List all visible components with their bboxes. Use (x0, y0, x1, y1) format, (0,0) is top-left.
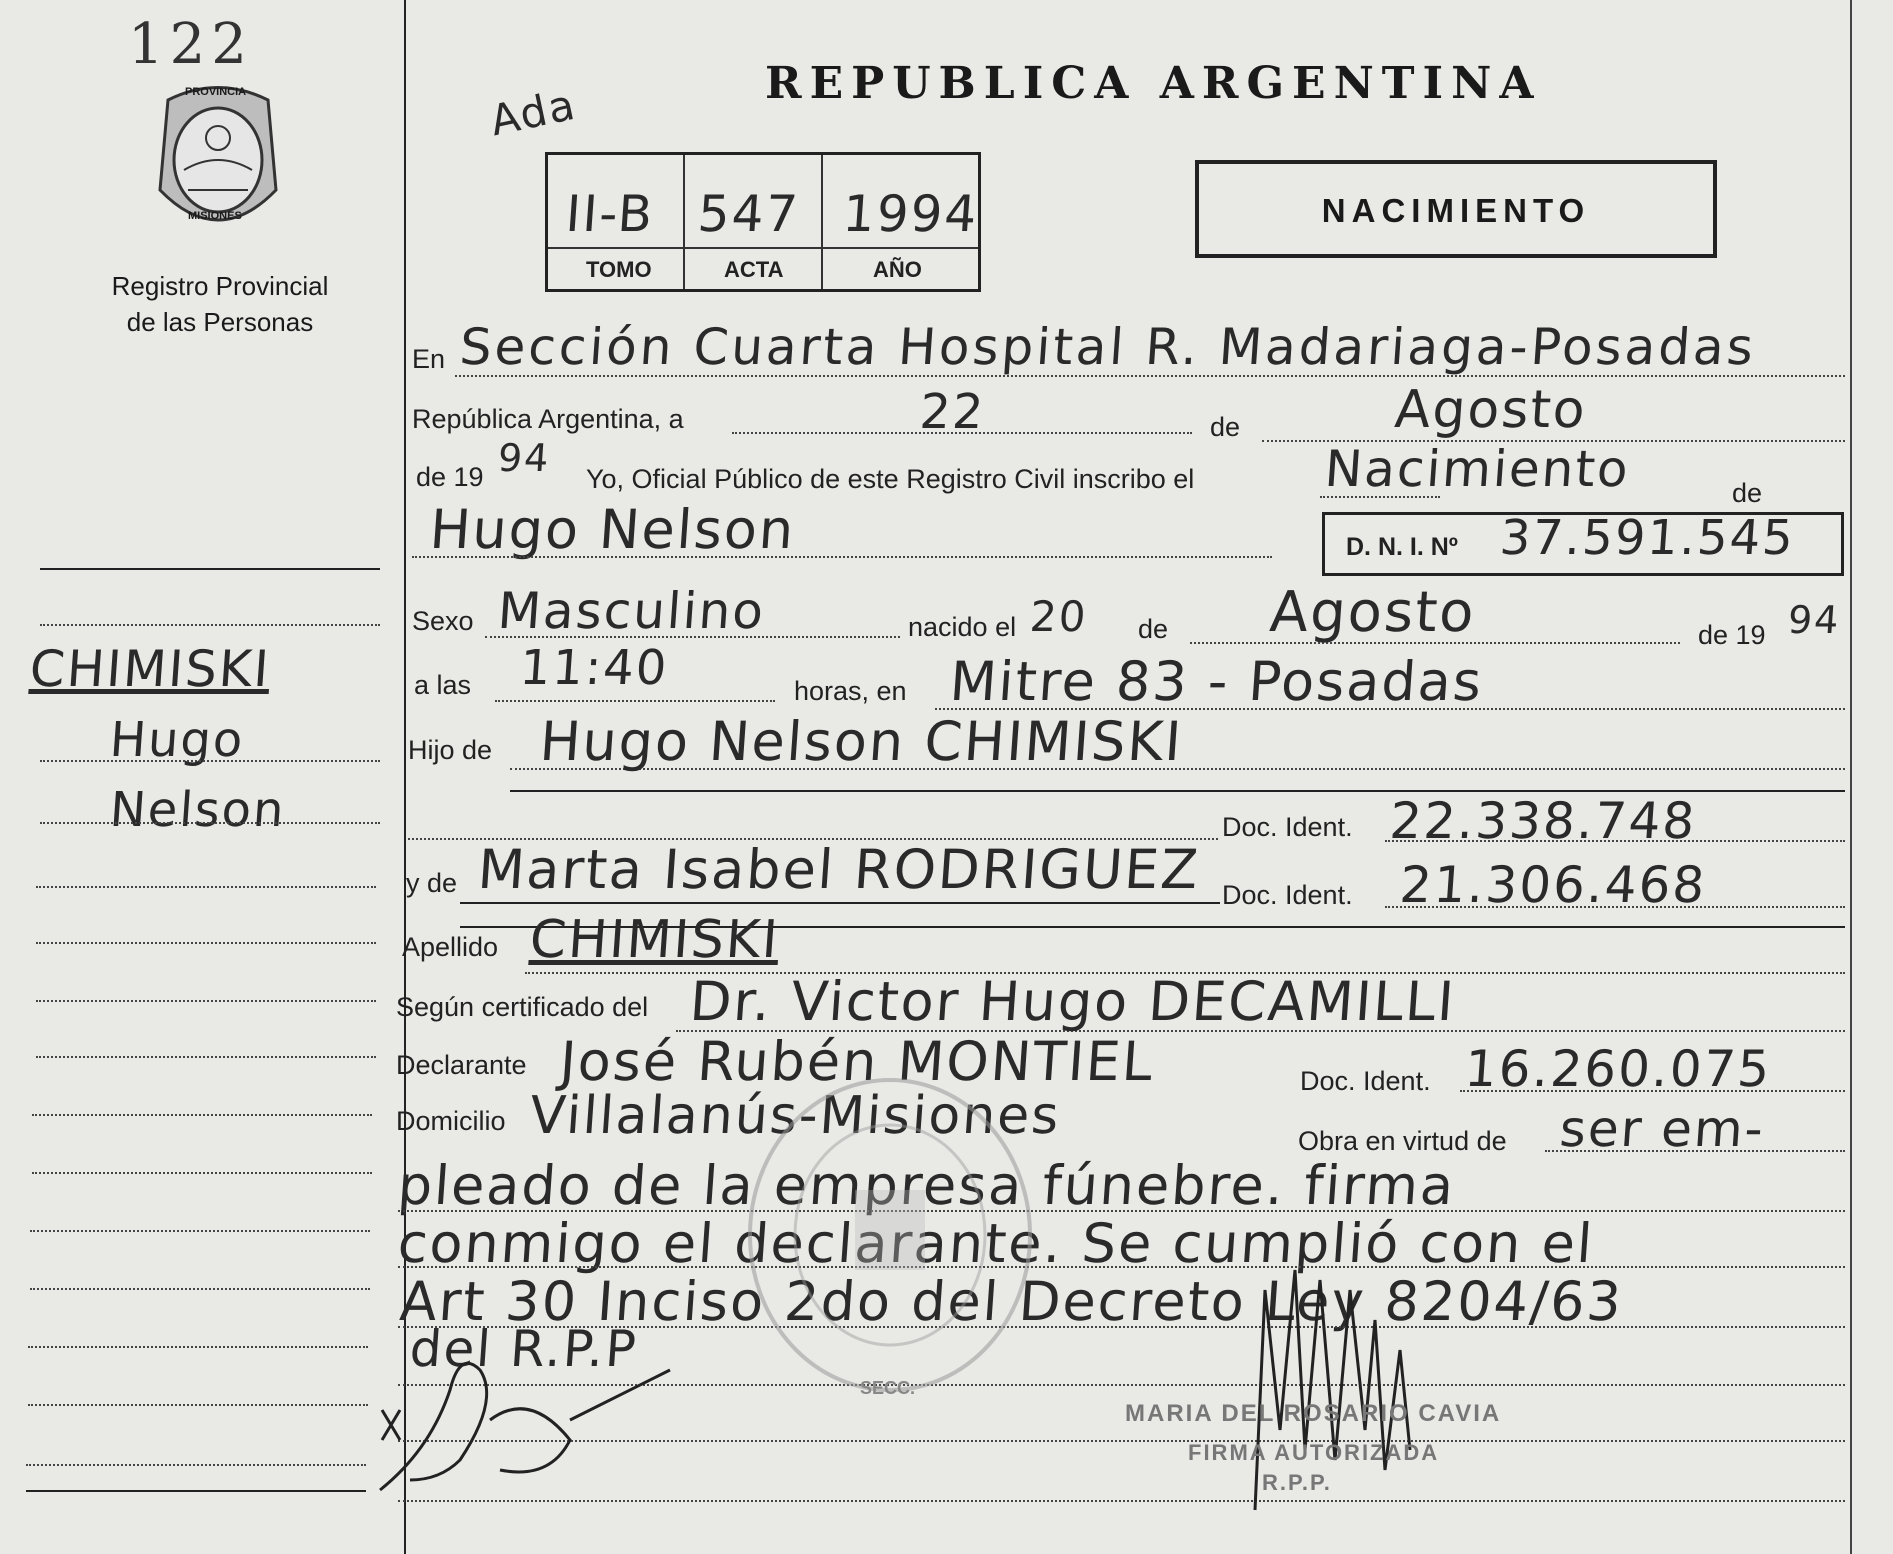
nac-mes-value: Agosto (1267, 580, 1478, 645)
registry-line2: de las Personas (126, 307, 314, 337)
acta-label: ACTA (724, 257, 784, 282)
de19-label-2: de 19 (1698, 620, 1766, 650)
sexo-label: Sexo (412, 606, 474, 636)
yo-label: Yo, Oficial Público de este Registro Civil inscribo el (586, 464, 1195, 494)
margin-dotline (36, 1056, 376, 1058)
declarante-doc-label: Doc. Ident. (1300, 1066, 1431, 1096)
margin-dotline (32, 1172, 372, 1174)
parent-rule (460, 902, 1220, 904)
certificado-value: Dr. Victor Hugo DECAMILLI (687, 970, 1458, 1033)
margin-dotline (40, 760, 380, 762)
domicilio-value: Villalanús-Misiones (527, 1086, 1063, 1146)
de19-label: de 19 (416, 462, 484, 492)
ref-divider (821, 155, 823, 289)
obra-line2: pleado de la empresa fúnebre. firma (395, 1154, 1458, 1217)
declarante-doc-value: 16.260.075 (1462, 1040, 1774, 1098)
anio-value-1: 94 (496, 436, 552, 480)
margin-rule (40, 568, 380, 570)
hijo-label: Hijo de (408, 735, 493, 765)
lugar-value: Mitre 83 - Posadas (947, 650, 1486, 713)
yde-label: y de (406, 868, 458, 898)
seal-text-top: PROVINCIA (185, 86, 247, 98)
initials: Ada (485, 79, 581, 146)
dni-label: D. N. I. Nº (1346, 533, 1458, 561)
margin-surname: CHIMISKI (27, 640, 273, 698)
de-label-2: de (1732, 478, 1763, 508)
declarant-signature-icon (370, 1330, 700, 1500)
obra-line5: del R.P.P (407, 1320, 640, 1378)
margin-dotline (36, 1000, 376, 1002)
anio-label: AÑO (873, 257, 922, 282)
madre-doc-label: Doc. Ident. (1222, 880, 1353, 910)
nombre-value: Hugo Nelson (427, 498, 798, 561)
field-line (398, 1500, 1845, 1502)
record-type-box (1195, 160, 1717, 258)
margin-dotline (28, 1404, 368, 1406)
right-margin-border (1850, 0, 1852, 1554)
obra-label: Obra en virtud de (1298, 1126, 1507, 1156)
apellido-label: Apellido (402, 932, 499, 962)
registry-stamp-icon (740, 1070, 1040, 1400)
nac-dia-value: 20 (1028, 592, 1090, 641)
obra-line4: Art 30 Inciso 2do del Decreto Ley 8204/63 (397, 1270, 1626, 1333)
record-type: NACIMIENTO (1321, 192, 1591, 229)
de-label-3: de (1138, 614, 1169, 644)
folio-number: 122 (128, 12, 253, 77)
margin-dotline (36, 942, 376, 944)
acto-value: Nacimiento (1322, 440, 1632, 498)
horas-label: horas, en (794, 676, 907, 706)
official-name: MARIA DEL ROSARIO CAVIA (1125, 1400, 1502, 1427)
hora-value: 11:40 (518, 640, 671, 696)
margin-dotline (30, 1288, 370, 1290)
sexo-value: Masculino (495, 582, 768, 640)
madre-value: Marta Isabel RODRIGUEZ (475, 838, 1202, 901)
declarante-value: José Rubén MONTIEL (557, 1030, 1157, 1093)
declarante-label: Declarante (396, 1050, 527, 1080)
alas-label: a las (414, 670, 472, 700)
margin-dotline (26, 1464, 366, 1466)
margin-name2: Nelson (108, 782, 288, 838)
seccion-value: Sección Cuarta Hospital R. Madariaga-Posadas (457, 318, 1758, 376)
padre-doc-label: Doc. Ident. (1222, 812, 1353, 842)
en-label: En (412, 344, 446, 374)
field-line (495, 700, 775, 702)
margin-dotline (30, 1230, 370, 1232)
mes-value: Agosto (1392, 380, 1589, 440)
margin-dotline (40, 822, 380, 824)
seal-text-bottom: MISIONES (188, 210, 242, 222)
reference-box (545, 152, 981, 292)
tomo-label: TOMO (586, 257, 652, 282)
margin-name1: Hugo (108, 712, 247, 768)
official-signature-icon (1225, 1230, 1465, 1530)
padre-doc-value: 22.338.748 (1387, 792, 1699, 850)
margin-dotline (36, 886, 376, 888)
margin-bottom-rule (26, 1490, 366, 1492)
padre-value: Hugo Nelson CHIMISKI (537, 710, 1186, 773)
registry-name (60, 268, 380, 340)
margin-dotline (28, 1346, 368, 1348)
dni-value: 37.591.545 (1498, 510, 1797, 566)
ref-rule (548, 247, 978, 249)
certificado-label: Según certificado del (396, 992, 649, 1022)
obra-line1: ser em- (1557, 1100, 1767, 1158)
nacido-label: nacido el (908, 612, 1017, 642)
document-title: REPUBLICA ARGENTINA (765, 58, 1542, 109)
acta-value: 547 (695, 185, 802, 243)
nac-anio-value: 94 (1786, 598, 1842, 642)
dia-value: 22 (918, 384, 988, 440)
margin-dotline (40, 624, 380, 626)
official-role: FIRMA AUTORIZADA (1188, 1440, 1440, 1465)
obra-line3: conmigo el declarante. Se cumplió con el (395, 1212, 1597, 1275)
stamp-text: SECC. (860, 1378, 916, 1398)
domicilio-label: Domicilio (396, 1106, 506, 1136)
official-org: R.P.P. (1262, 1470, 1332, 1495)
ref-divider (683, 155, 685, 289)
field-line (398, 1266, 1845, 1268)
republica-label: República Argentina, a (412, 404, 684, 434)
de-label: de (1210, 412, 1241, 442)
apellido-value: CHIMISKI (527, 910, 782, 970)
madre-doc-value: 21.306.468 (1397, 856, 1709, 914)
registry-line1: Registro Provincial (111, 271, 329, 301)
margin-dotline (32, 1114, 372, 1116)
field-line (412, 556, 1272, 558)
anio-value: 1994 (840, 185, 981, 243)
tomo-value: II-B (563, 185, 657, 243)
